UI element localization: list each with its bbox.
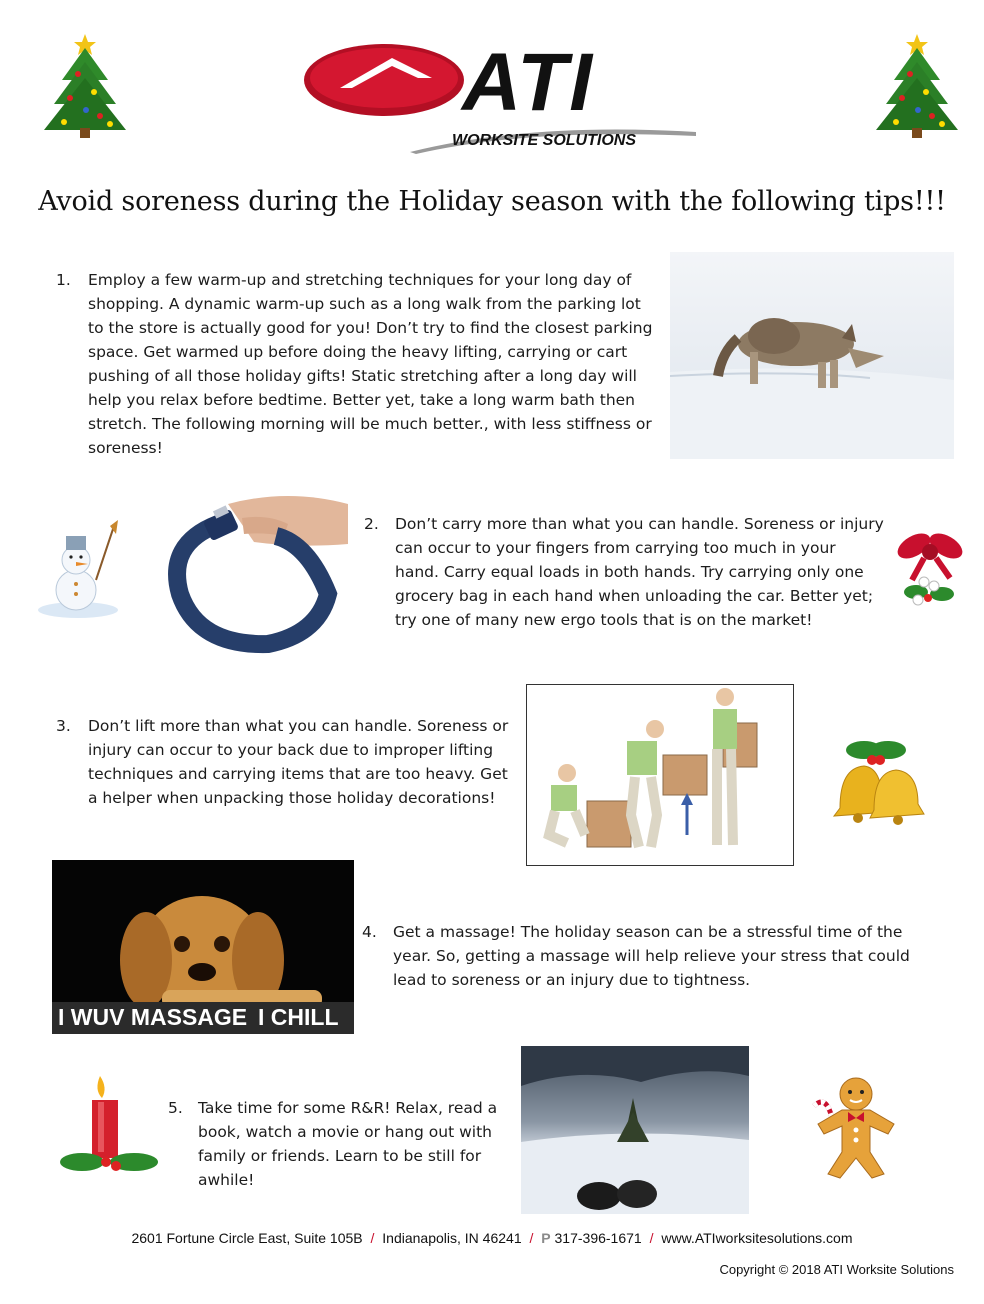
tip-4 (362, 920, 932, 992)
footer-website-link[interactable]: www.ATIworksitesolutions.com (661, 1230, 853, 1246)
tip-1 (56, 268, 656, 460)
tip-5 (168, 1096, 508, 1192)
snowman-icon (36, 520, 120, 620)
tip-5-text: Take time for some R&R! Relax, read a book, watch a movie or hang out with family or friends. Learn to be still for awhile! (198, 1099, 498, 1189)
tip-5-number: 5. (168, 1099, 183, 1117)
footer-address: 2601 Fortune Circle East, Suite 105B (131, 1230, 363, 1246)
logo-subtext: WORKSITE SOLUTIONS (452, 132, 636, 149)
footer-phone: 317-396-1671 (554, 1230, 642, 1246)
gingerbread-man-icon (806, 1072, 902, 1180)
tip-2-number: 2. (364, 515, 379, 533)
footer-separator: / (370, 1230, 375, 1246)
footer-separator: / (649, 1230, 654, 1246)
tip-1-text: Employ a few warm-up and stretching techniques for your long day of shopping. A dynamic warm-up such as a long walk from the parking lot to the store is actually good for you! Don’t try to find the closest parking space. Get warmed up before doing the heavy lifting, carrying or cart pushing of all those holiday gifts! Static stretching after a long day will help you relax before bedtime. Better yet, take a long warm bath then stretch. The following morning will be much better., with less stiffness or soreness! (88, 271, 653, 457)
tip-3 (56, 714, 516, 810)
footer-phone-label: P (541, 1230, 551, 1246)
tip-3-text: Don’t lift more than what you can handle. Soreness or injury can occur to your back due to improper lifting techniques and carrying items that are too heavy. Get a helper when unpacking those holiday decorations! (88, 717, 509, 807)
holiday-bells-icon (826, 738, 926, 830)
coyote-stretch-photo (670, 252, 954, 459)
tip-1-number: 1. (56, 271, 71, 289)
tip-2 (364, 512, 884, 632)
footer-separator: / (529, 1230, 534, 1246)
dog-massage-photo (52, 860, 354, 1034)
copyright: Copyright © 2018 ATI Worksite Solutions (719, 1262, 954, 1277)
logo-ati-text: ATI (462, 37, 595, 128)
ergo-carry-tool-photo (158, 484, 350, 656)
snowy-landscape-photo (521, 1046, 749, 1214)
dog-caption-left: I WUV MASSAGE (58, 1004, 248, 1030)
tip-3-number: 3. (56, 717, 71, 735)
ati-logo (300, 37, 700, 160)
footer-contact (0, 1230, 984, 1246)
christmas-tree-right-icon (872, 28, 962, 140)
dog-caption-right: I CHILL (258, 1004, 339, 1030)
candle-icon (60, 1072, 160, 1176)
lifting-technique-illustration (526, 684, 794, 866)
christmas-tree-left-icon (40, 28, 130, 140)
page-title: Avoid soreness during the Holiday season with the following tips!!! (38, 186, 946, 217)
tip-4-number: 4. (362, 923, 377, 941)
holiday-bow-icon (894, 526, 966, 610)
tip-4-text: Get a massage! The holiday season can be a stressful time of the year. So, getting a massage will help relieve your stress that could lead to soreness or an injury due to tightness. (393, 923, 910, 989)
footer-city: Indianapolis, IN 46241 (382, 1230, 522, 1246)
tip-2-text: Don’t carry more than what you can handle. Soreness or injury can occur to your fingers from carrying too much in your hand. Carry equal loads in both hands. Try carrying only one grocery bag in each hand when unloading the car. Better yet; try one of many new ergo tools that is on the market! (395, 515, 884, 629)
